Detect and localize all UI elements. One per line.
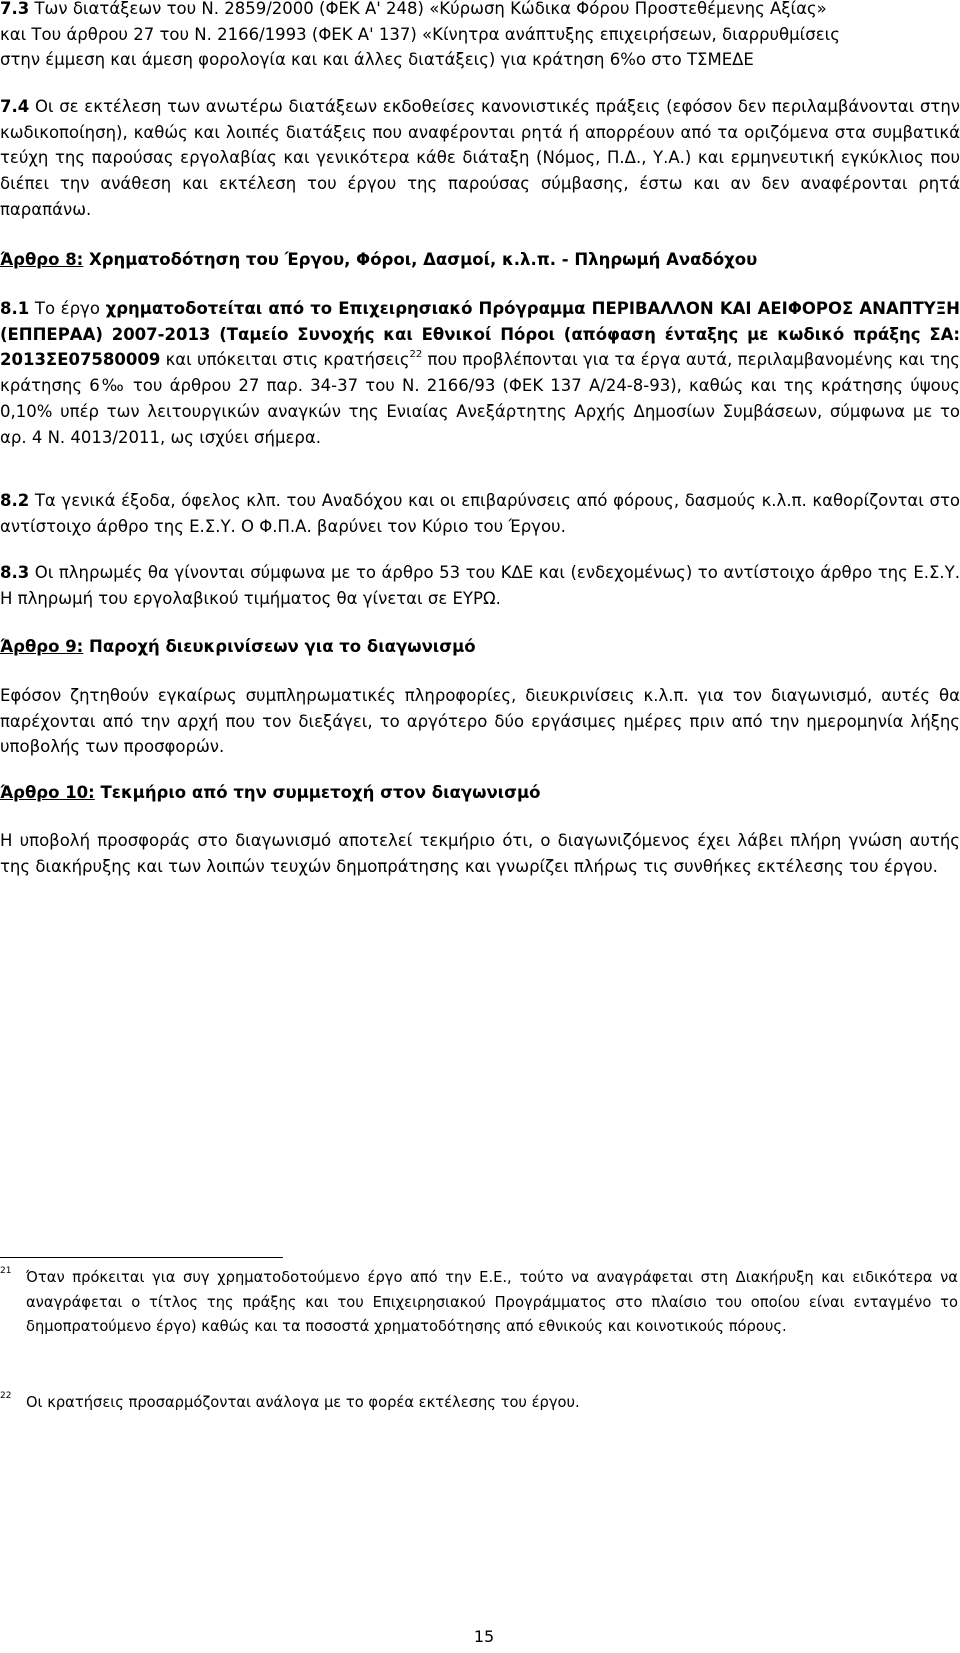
article-heading: [0, 780, 960, 806]
article-title: Χρηματοδότηση του Έργου, Φόροι, Δασμοί, κ.λ.π. - Πληρωμή Αναδόχου: [83, 250, 758, 269]
section-number: 8.3: [0, 563, 30, 582]
section-8-2: [0, 488, 960, 539]
article-title: Τεκμήριο από την συμμετοχή στον διαγωνισμό: [94, 783, 541, 802]
section-7-4: [0, 94, 960, 223]
footnote-mark: 21: [0, 1266, 12, 1276]
page-number-text: 15: [473, 1627, 495, 1646]
article-label: Άρθρο 10:: [0, 783, 95, 802]
section-number: 8.1: [0, 299, 30, 318]
page-number: [0, 1627, 960, 1646]
paragraph-8-2: [0, 488, 960, 539]
section-8-3: [0, 560, 960, 611]
section-number: 7.3: [0, 0, 30, 18]
article-label: Άρθρο 8:: [0, 250, 84, 269]
paragraph-text: Οι σε εκτέλεση των ανωτέρω διατάξεων εκδοθείσες κανονιστικές πράξεις (εφόσον δεν περιλαμβάνονται στην κωδικοποίηση), καθώς και λοιπές διατάξεις που αναφέρονται ρητά ή απορρέουν από τα οριζόμενα στα συμβατικά τεύχη της παρούσας εργολαβίας και γενικότερα κάθε διάταξη (Νόμος, Π.Δ., Υ.Α.) και ερμηνευτική εγκύκλιος που διέπει την ανάθεση και εκτέλεση του έργου της παρούσας σύμβασης, έστω και αν δεν αναφέρονται ρητά παραπάνω.: [0, 97, 960, 219]
article-heading: [0, 247, 960, 273]
paragraph-text: Οι πληρωμές θα γίνονται σύμφωνα με το άρθρο 53 του ΚΔΕ και (ενδεχομένως) το αντίστοιχο άρθρο της Ε.Σ.Υ. Η πληρωμή του εργολαβικού τιμήματος θα γίνεται σε ΕΥΡΩ.: [0, 563, 960, 608]
footnote-21: [0, 1266, 960, 1340]
paragraph-text: που προβλέπονται για τα έργα αυτά, περιλαμβανομένης και της κράτησης 6‰ του άρθρου 27 παρ. 34-37 του Ν. 2166/93 (ΦΕΚ 137 Α/24-8-93), καθώς και της κράτησης ύψους 0,10% υπέρ των λειτουργικών αναγκών της Ενιαίας Ανεξάρτητης Αρχής Δημοσίων Συμβάσεων, σύμφωνα με το αρ. 4 Ν. 4013/2011, ως ισχύει σήμερα.: [0, 350, 960, 447]
footnote-ref-22: 22: [409, 349, 423, 361]
article-heading: [0, 634, 960, 660]
paragraph-7-3: [0, 0, 960, 73]
section-8-1: [0, 296, 960, 450]
section-number: 8.2: [0, 491, 30, 510]
funding-text: χρηματοδοτείται από το Επιχειρησιακό Πρόγραμμα ΠΕΡΙΒΑΛΛΟΝ ΚΑΙ ΑΕΙΦΟΡΟΣ ΑΝΑΠΤΥΞΗ (ΕΠΠΕΡΑΑ) 2007-2013 (Ταμείο Συνοχής και Εθνικοί Πόροι (απόφαση ένταξης με κωδικό πράξης ΣΑ: 2013ΣΕ07580009: [0, 299, 960, 370]
paragraph-8-1: [0, 296, 960, 450]
article-title: Παροχή διευκρινίσεων για το διαγωνισμό: [83, 637, 476, 656]
paragraph-text: στην έμμεση και άμεση φορολογία και και άλλες διατάξεις) για κράτηση 6%ο στο ΤΣΜΕΔΕ: [0, 50, 754, 70]
paragraph-text: και Του άρθρου 27 του Ν. 2166/1993 (ΦΕΚ Α' 137) «Κίνητρα ανάπτυξης επιχειρήσεων, διαρρυθμίσεις: [0, 24, 840, 44]
paragraph-8-3: [0, 560, 960, 611]
paragraph-text: Των διατάξεων του Ν. 2859/2000 (ΦΕΚ Α' 248) «Κύρωση Κώδικα Φόρου Προστεθέμενης Αξίας»: [29, 0, 827, 18]
section-number: 7.4: [0, 97, 30, 116]
article-10-heading: [0, 780, 960, 806]
article-label: Άρθρο 9:: [0, 637, 84, 656]
footnote-mark: 22: [0, 1391, 12, 1401]
paragraph-text: Τα γενικά έξοδα, όφελος κλπ. του Αναδόχου και οι επιβαρύνσεις από φόρους, δασμούς κ.λ.π. καθορίζονται στο αντίστοιχο άρθρο της Ε.Σ.Υ. Ο Φ.Π.Α. βαρύνει τον Κύριο του Έργου.: [0, 491, 960, 536]
footnote-text: Όταν πρόκειται για συγ χρηματοδοτούμενο έργο από την Ε.Ε., τούτο να αναγράφεται στη Διακήρυξη και ειδικότερα να αναγράφεται ο τίτλος της πράξης και του Επιχειρησιακού Προγράμματος στο πλαίσιο του οποίου είναι ενταγμένο το δημοπρατούμενο έργο) καθώς και τα ποσοστά χρηματοδότησης από εθνικούς και κοινοτικούς πόρους.: [26, 1269, 958, 1335]
paragraph-text: Το έργο: [29, 299, 106, 318]
paragraph-7-4: [0, 94, 960, 223]
footnote-22: [0, 1391, 960, 1416]
article-9-heading: [0, 634, 960, 660]
paragraph-text: Η υποβολή προσφοράς στο διαγωνισμό αποτελεί τεκμήριο ότι, ο διαγωνιζόμενος έχει λάβει πλήρη γνώση αυτής της διακήρυξης και των λοιπών τευχών δημοπράτησης και γνωρίζει πλήρως τις συνθήκες εκτέλεσης του έργου.: [0, 831, 960, 876]
paragraph-text: Εφόσον ζητηθούν εγκαίρως συμπληρωματικές πληροφορίες, διευκρινίσεις κ.λ.π. για τον διαγωνισμό, αυτές θα παρέχονται από την αρχή που τον διεξάγει, το αργότερο δύο εργάσιμες ημέρες πριν από την ημερομηνία λήξης υποβολής των προσφορών.: [0, 686, 960, 757]
article-10-body: [0, 828, 960, 879]
article-8-heading: [0, 247, 960, 273]
article-9-body: [0, 683, 960, 760]
footnote-divider: [0, 1257, 283, 1258]
paragraph-text: και υπόκειται στις κρατήσεις: [160, 350, 410, 370]
section-7-3: [0, 0, 960, 73]
footnote-text: Οι κρατήσεις προσαρμόζονται ανάλογα με το φορέα εκτέλεσης του έργου.: [26, 1394, 580, 1411]
